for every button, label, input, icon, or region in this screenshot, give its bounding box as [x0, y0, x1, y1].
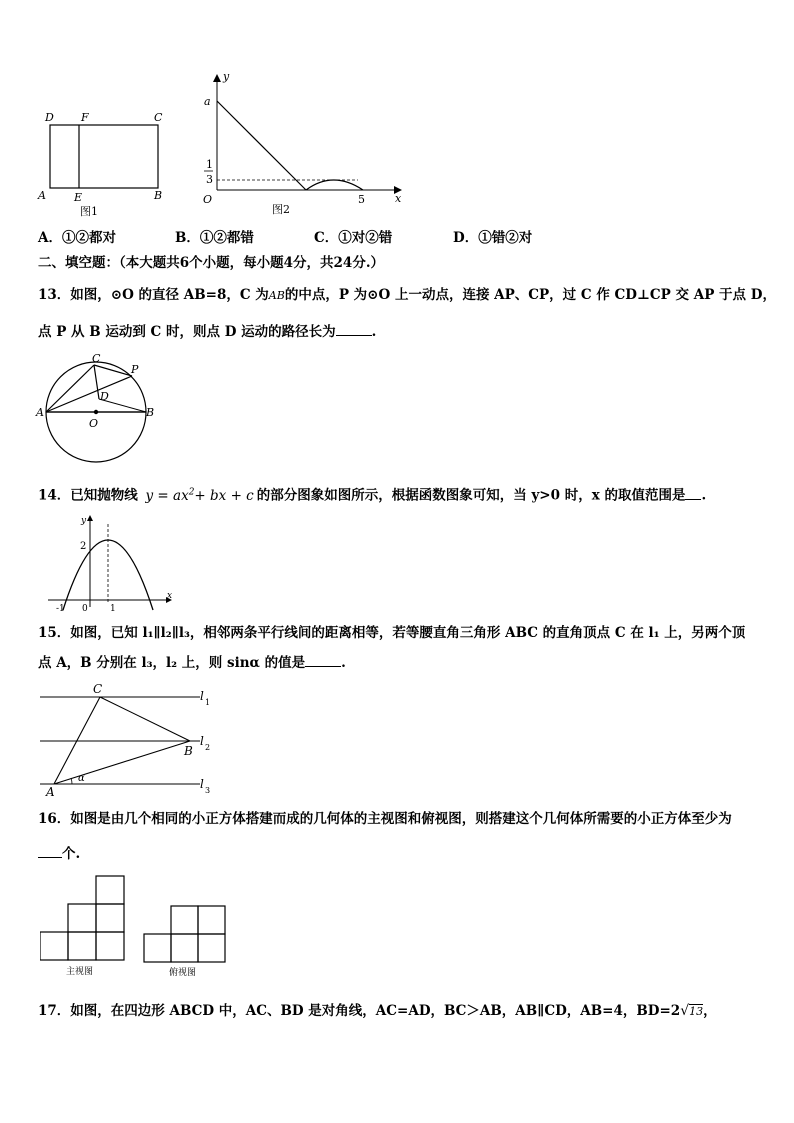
q14-x-axis-label: x [167, 591, 173, 601]
option-c: C．①对②错 [314, 230, 393, 246]
option-d: D．①错②对 [453, 230, 533, 246]
q15-label-l2: l [200, 734, 204, 748]
q17-sqrt-sign: √ [680, 1003, 690, 1019]
q16-top-view [143, 905, 233, 985]
q14-text-a: 14．已知抛物线 [38, 487, 138, 504]
fig1-label-c: C [154, 111, 163, 124]
q14-text [38, 483, 706, 505]
q14-answer-blank[interactable] [685, 499, 701, 500]
q16-line2-end: 个. [62, 846, 81, 862]
q14-formula-rest: + bx + c [194, 487, 254, 504]
fig1-label-f: F [81, 111, 89, 124]
fig1-label-a: A [38, 189, 46, 202]
q15-line2-end: . [341, 655, 346, 671]
q15-label-alpha: α [78, 773, 85, 784]
q13-circle-figure [34, 352, 164, 464]
q13-line2 [38, 323, 376, 341]
q13-label-p: P [131, 363, 139, 376]
q14-x-tick-neg1: -1 [56, 604, 65, 612]
q15-label-l2-sub: 2 [205, 743, 211, 752]
fig1-label-d: D [45, 111, 54, 124]
q15-answer-blank[interactable] [305, 666, 341, 667]
fig2-caption: 图2 [272, 203, 290, 216]
fig2-a-label: a [204, 95, 211, 108]
q14-text-b: 的部分图象如图所示，根据函数图象可知，当 y>0 时，x 的取值范围是 [256, 487, 686, 504]
figure-2-graph [198, 70, 408, 218]
q13-label-d: D [100, 390, 109, 403]
q14-formula [146, 488, 254, 504]
section-2-heading: 二、填空题：（本大题共6个小题，每小题4分，共24分.） [38, 255, 385, 271]
q15-label-c: C [93, 682, 103, 696]
q17-sqrt-value: 13 [689, 1005, 704, 1018]
q14-y-axis-label: y [81, 516, 87, 526]
q14-x-tick-0: 0 [82, 604, 88, 612]
fig1-caption: 图1 [80, 205, 98, 218]
figure-1-rectangle [36, 108, 166, 218]
q16-line2 [38, 845, 80, 863]
q13-line2-end: . [371, 324, 377, 340]
q17-tail: ， [703, 1003, 717, 1019]
q17-text [38, 1002, 717, 1021]
q15-parallel-lines-figure [34, 680, 224, 798]
q16-answer-blank[interactable] [38, 857, 62, 858]
fig2-origin: O [203, 193, 213, 206]
q13-line1 [38, 286, 776, 305]
q15-label-l1-sub: 1 [205, 698, 211, 707]
fig2-y-axis-label: y [223, 70, 230, 83]
q15-line2-text: 点 A，B 分别在 l₃，l₂ 上，则 sinα 的值是 [38, 655, 306, 671]
q15-label-b: B [184, 744, 193, 758]
option-b: B．①②都错 [175, 230, 254, 246]
q14-parabola-figure [48, 512, 178, 612]
q13-arc-ab: AB [268, 289, 285, 302]
q13-label-b: B [146, 406, 155, 419]
q14-text-end: . [701, 487, 707, 504]
fig2-x-axis-label: x [395, 192, 402, 205]
q15-line1: 15．如图，已知 l₁∥l₂∥l₃，相邻两条平行线间的距离相等，若等腰直角三角形 ABC 的直角顶点 C 在 l₁ 上，另两个顶 [38, 625, 746, 641]
q16-line1: 16．如图是由几个相同的小正方体搭建而成的几何体的主视图和俯视图，则搭建这个几何体所需要的小正方体至少为 [38, 811, 732, 827]
fig1-label-e: E [74, 191, 83, 204]
q13-line1-a: 13．如图，⊙O 的直径 AB=8，C 为 [38, 287, 269, 303]
q15-label-a: A [46, 785, 55, 798]
q16-front-caption: 主视图 [66, 967, 94, 977]
q13-label-o: O [89, 417, 99, 430]
q13-label-a: A [36, 406, 44, 419]
q13-line2-text: 点 P 从 B 运动到 C 时，则点 D 运动的路径长为 [38, 324, 336, 340]
q17-text-main: 17．如图，在四边形 ABCD 中，AC、BD 是对角线，AC=AD，BC＞AB，AB∥CD，AB=4，BD=2 [38, 1003, 681, 1019]
q15-label-l3-sub: 3 [205, 786, 211, 795]
q16-top-caption: 俯视图 [169, 968, 197, 978]
q13-answer-blank[interactable] [336, 335, 372, 336]
q13-line1-b: 的中点，P 为⊙O 上一动点，连接 AP、CP，过 C 作 CD⊥CP 交 AP 于点 D， [284, 287, 776, 303]
q15-line2 [38, 654, 346, 672]
q17-sqrt [680, 1003, 703, 1019]
q14-x-tick-1: 1 [110, 604, 116, 612]
q16-front-view [40, 875, 130, 985]
q15-label-l3: l [200, 777, 204, 791]
fig2-frac-den: 3 [206, 173, 213, 186]
option-a: A．①②都对 [38, 230, 116, 246]
q15-label-l1: l [200, 689, 204, 703]
q14-formula-y: y = ax [145, 487, 189, 504]
fig1-label-b: B [154, 189, 163, 202]
fig2-frac-num: 1 [206, 158, 213, 171]
fig2-x-tick-5: 5 [358, 193, 365, 206]
q14-formula-sup: 2 [188, 487, 195, 497]
q13-label-c: C [92, 352, 101, 365]
q14-y-tick-2: 2 [80, 541, 87, 552]
